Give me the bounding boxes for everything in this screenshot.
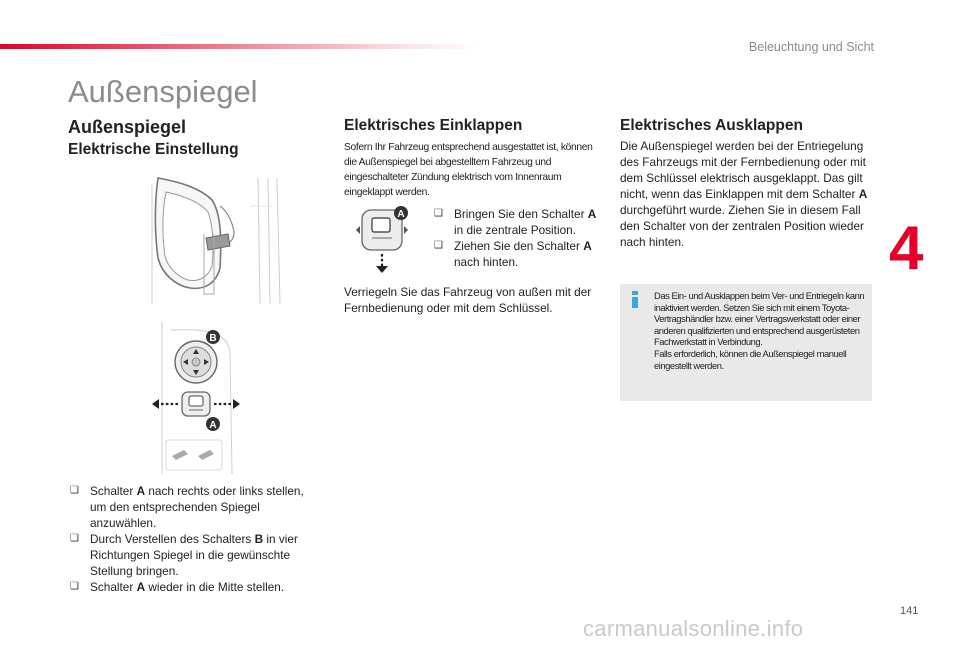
step-item: ❑ Durch Verstellen des Schalters B in vier Richtungen Spiegel in die gewünschte Stellung bringen.: [70, 532, 298, 578]
checkbox-bullet-icon: ❑: [70, 581, 79, 592]
fold-heading: Elektrisches Einklappen: [344, 117, 523, 134]
checkbox-bullet-icon: ❑: [434, 240, 443, 251]
unfold-body: Die Außenspiegel werden bei der Entriegelung des Fahrzeugs mit der Fernbedienung oder mit dem Schlüssel elektrisch ausgeklappt. Das gilt nicht, wenn das Einklappen mit dem Schalter A durchgeführt wurde. Ziehen Sie in diesem Fall den Schalter von der zentralen Position wieder nach hinten.: [620, 139, 868, 249]
section-heading: Außenspiegel: [68, 117, 187, 137]
fold-intro: Sofern Ihr Fahrzeug entsprechend ausgestattet ist, können die Außenspiegel bei abgestelltem Fahrzeug und eingeschalteter Zündung elektrisch vom Innenraum eingeklappt werden.: [344, 142, 593, 198]
fold-steps: [432, 206, 602, 270]
fold-note: Verriegeln Sie das Fahrzeug von außen mit der Fernbedienung oder mit dem Schlüssel.: [344, 285, 592, 315]
step-item: ❑ Schalter A nach rechts oder links stellen, um den entsprechenden Spiegel anzuwählen.: [70, 484, 304, 530]
checkbox-bullet-icon: ❑: [70, 485, 79, 496]
step-item: ❑ Ziehen Sie den Schalter A nach hinten.: [434, 239, 592, 269]
chapter-color-bar: [0, 44, 480, 49]
info-text: Das Ein- und Ausklappen beim Ver- und Entriegeln kann inaktiviert werden. Setzen Sie sich mit einem Toyota-Vertragshändler bzw. einer Vertragswerkstatt oder einer anderen qualifizierten und entsprechend ausgerüsteten Fachwerkstatt in Verbindung. Falls erforderlich, können die Außenspiegel manuell eingestellt werden.: [654, 290, 865, 371]
page-title: Außenspiegel: [68, 74, 258, 109]
unfold-heading: Elektrisches Ausklappen: [620, 117, 803, 134]
switch-a-label: A: [209, 420, 217, 431]
fold-switch-a-label: A: [397, 209, 405, 220]
mirror-illustration: [150, 176, 285, 304]
info-icon: [630, 291, 640, 308]
step-item: ❑ Schalter A wieder in die Mitte stellen.: [70, 580, 285, 594]
adjust-steps: [68, 483, 313, 595]
subsection-heading: Elektrische Einstellung: [68, 141, 239, 158]
checkbox-bullet-icon: ❑: [70, 533, 79, 544]
chapter-number: 4: [889, 214, 924, 283]
chapter-title: Beleuchtung und Sicht: [748, 40, 874, 54]
page-number: 141: [900, 605, 919, 617]
watermark: carmanualsonline.info: [583, 616, 804, 641]
step-item: ❑ Bringen Sie den Schalter A in die zentrale Position.: [434, 207, 597, 237]
switch-b-label: B: [209, 333, 217, 344]
checkbox-bullet-icon: ❑: [434, 208, 443, 219]
switch-panel-illustration: [150, 322, 245, 474]
fold-switch-illustration: [352, 204, 414, 274]
